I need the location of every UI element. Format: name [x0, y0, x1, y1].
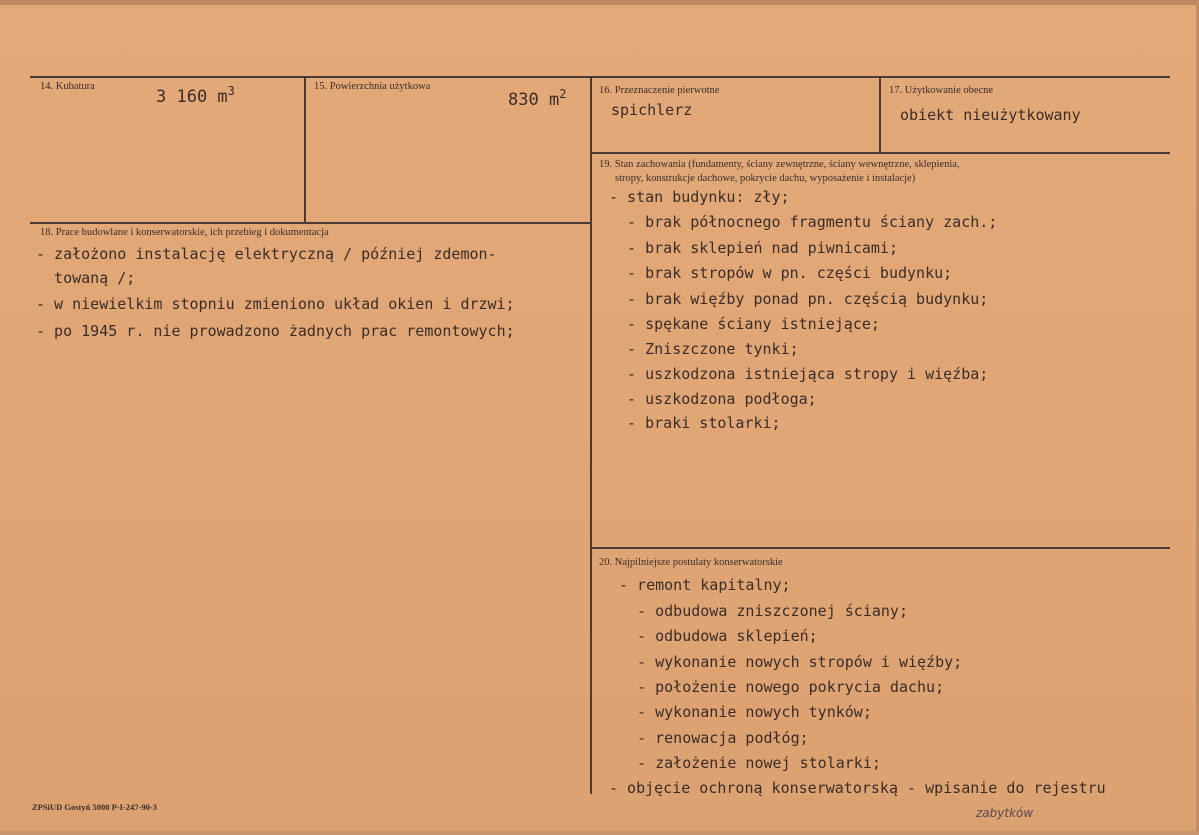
field-14-value — [156, 84, 235, 107]
field-18-label: 18. Prace budowlane i konserwatorskie, ich przebieg i dokumentacja — [40, 227, 329, 238]
field-16-value: spichlerz — [611, 101, 693, 119]
rule-top — [30, 76, 1170, 78]
rule-v-16-17 — [879, 76, 881, 154]
rule-v-14-15 — [304, 76, 306, 223]
field-20-line: - wykonanie nowych stropów i więźby; — [619, 653, 963, 671]
field-16-label: 16. Przeznaczenie pierwotne — [599, 85, 720, 96]
field-19-line: - uszkodzona podłoga; — [609, 390, 817, 408]
field-19-line: - brak sklepień nad piwnicami; — [609, 239, 898, 257]
field-20-line: - wykonanie nowych tynków; — [619, 703, 872, 721]
field-15-exponent: 2 — [559, 87, 567, 101]
rule-v-main — [590, 76, 592, 794]
field-18-line: - po 1945 r. nie prowadzono żadnych prac remontowych; — [36, 322, 515, 340]
field-20-line: - objęcie ochroną konserwatorską - wpisanie do rejestru — [609, 779, 1106, 797]
field-19-line: - braki stolarki; — [609, 414, 781, 432]
field-20-line: - odbudowa sklepień; — [619, 627, 818, 645]
field-17-value: obiekt nieużytkowany — [900, 106, 1081, 124]
field-14-label: 14. Kubatura — [40, 81, 95, 92]
rule-right-19 — [590, 152, 1170, 154]
field-20-line: - założenie nowej stolarki; — [619, 754, 881, 772]
field-19-line: - brak więźby ponad pn. częścią budynku; — [609, 290, 989, 308]
rule-right-20 — [590, 547, 1170, 549]
field-19-line: - spękane ściany istniejące; — [609, 315, 880, 333]
rule-left-18 — [30, 222, 590, 224]
field-19-line: - uszkodzona istniejąca stropy i więźba; — [609, 365, 989, 383]
card-edge-bottom — [0, 831, 1199, 835]
field-14-exponent: 3 — [227, 84, 235, 98]
field-15-label: 15. Powierzchnia użytkowa — [314, 81, 431, 92]
field-15-value — [508, 87, 567, 110]
field-19-label-cont: stropy, konstrukcje dachowe, pokrycie dachu, wyposażenie i instalacje) — [615, 173, 916, 184]
card-edge-top — [0, 0, 1199, 5]
field-19-line: - stan budynku: zły; — [609, 188, 790, 206]
handwritten-note: zabytków — [976, 806, 1034, 820]
field-18-line: - założono instalację elektryczną / później zdemon- — [36, 245, 497, 263]
field-15-number: 830 m — [508, 90, 560, 110]
print-stamp: ZPSiUD Gostyń 5000 P-I-247-90-3 — [32, 802, 157, 812]
field-18-line: - w niewielkim stopniu zmieniono układ okien i drzwi; — [36, 295, 515, 313]
field-19-line: - brak stropów w pn. części budynku; — [609, 264, 953, 282]
field-14-number: 3 160 m — [156, 87, 228, 107]
field-19-line: - Zniszczone tynki; — [609, 340, 799, 358]
field-20-line: - położenie nowego pokrycia dachu; — [619, 678, 945, 696]
field-18-line: towaną /; — [36, 269, 136, 287]
field-20-line: - odbudowa zniszczonej ściany; — [619, 602, 908, 620]
field-19-label: 19. Stan zachowania (fundamenty, ściany zewnętrzne, ściany wewnętrzne, sklepienia, — [599, 159, 960, 170]
field-19-line: - brak północnego fragmentu ściany zach.; — [609, 213, 998, 231]
field-20-line: - renowacja podłóg; — [619, 729, 809, 747]
field-20-line: - remont kapitalny; — [619, 576, 791, 594]
field-20-label: 20. Najpilniejsze postulaty konserwatorskie — [599, 557, 783, 568]
field-17-label: 17. Użytkowanie obecne — [889, 85, 994, 96]
